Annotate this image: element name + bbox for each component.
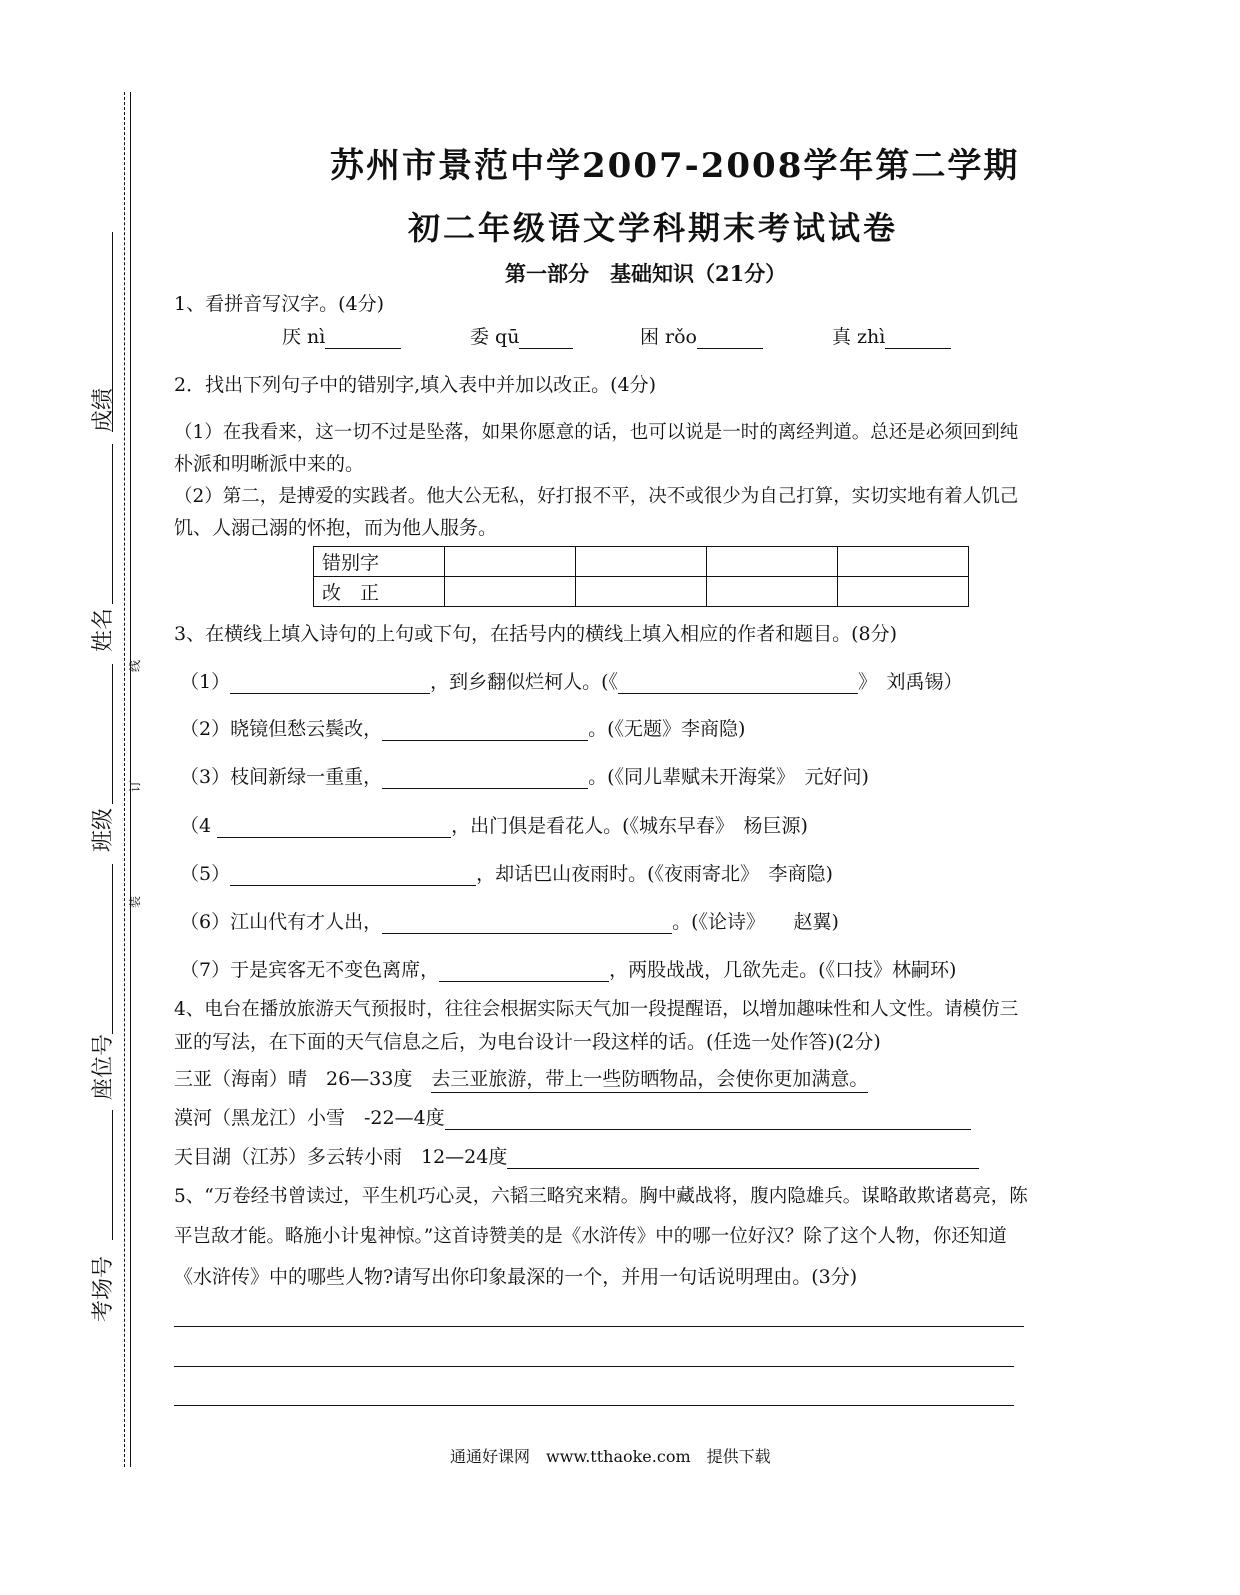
binding-field-room[interactable] [112,1110,113,1240]
q3-line-1-end: 》 刘禹锡） [858,671,963,693]
binding-field-class[interactable] [112,664,113,804]
q3-line-1-pre: （1） [180,671,231,693]
q5-answer-line-3[interactable] [174,1405,1014,1406]
q3-line-7-pre: （7）于是宾客无不变色离席， [180,959,440,981]
table-cell[interactable] [576,577,707,607]
q4-example-label: 三亚（海南）晴 26—33度 [174,1068,432,1090]
table-header-correct: 改 正 [314,577,445,607]
q3-line-6 [180,910,839,934]
q1-item-4 [832,325,951,349]
table-row [314,547,969,577]
q3-line-3-pre: （3）枝间新绿一重重， [180,766,383,788]
q4-blank-2[interactable] [445,1109,971,1130]
q3-line-2 [180,717,745,741]
q3-line-4-pre: （4 [180,815,212,837]
q4-prompt-line-2: 亚的写法，在下面的天气信息之后，为电台设计一段这样的话。(任选一处作答)(2分) [174,1031,881,1053]
binding-field-name[interactable] [112,444,113,604]
q3-blank-5[interactable] [230,865,476,886]
q2-prompt: 2．找出下列句子中的错别字,填入表中并加以改正。(4分) [174,374,657,396]
table-header-wrong: 错别字 [314,547,445,577]
q3-blank-2[interactable] [382,720,588,741]
table-cell[interactable] [838,547,969,577]
q1-prompt: 1、看拼音写汉字。(4分) [174,293,385,315]
q1-item-1-label: 厌 nì [282,326,326,348]
q3-line-1 [180,670,963,694]
exam-title: 苏州市景范中学2007-2008学年第二学期 [330,146,1020,186]
table-cell[interactable] [707,547,838,577]
q3-blank-4[interactable] [217,817,451,838]
q2-sentence-1-line-1: （1）在我看来，这一切不过是坠落，如果你愿意的话，也可以说是一时的离经判道。总还是必须回到纯 [174,422,1019,443]
q3-line-5-pre: （5） [180,863,231,885]
binding-label-class: 班级 [91,807,116,852]
q3-blank-1-title[interactable] [618,673,858,694]
q5-line-2: 平岂敌才能。略施小计鬼神惊。”这首诗赞美的是《水浒传》中的哪一位好汉？除了这个人物，你还知道 [174,1226,1007,1247]
q5-line-1: 5、“万卷经书曾读过，平生机巧心灵，六韬三略究来精。胸中藏战将，腹内隐雄兵。谋略敢欺诸葛亮，陈 [174,1186,1028,1207]
q3-line-2-pre: （2）晓镜但愁云鬓改， [180,718,383,740]
q3-blank-7[interactable] [439,961,609,982]
binding-label-seat: 座位号 [91,1033,116,1100]
q4-line-2-label: 漠河（黑龙江）小雪 -22—4度 [174,1107,445,1129]
footer-source: 通通好课网 www.tthaoke.com 提供下载 [450,1447,771,1466]
q1-item-3 [640,325,763,349]
part-heading: 第一部分 基础知识（21分） [505,261,787,286]
binding-field-score[interactable] [112,232,113,432]
binding-field-seat[interactable] [112,864,113,1034]
q4-prompt-line-1: 4、电台在播放旅游天气预报时，往往会根据实际天气加一段提醒语，以增加趣味性和人文性。请模仿三 [174,999,1019,1020]
cut-mark-staple: 订 [128,779,142,792]
q1-item-2 [470,325,573,349]
q3-blank-6[interactable] [382,913,672,934]
table-cell[interactable] [445,577,576,607]
binding-label-score: 成绩 [91,387,116,432]
q3-line-7-post: ，两股战战，几欲先走。(《口技》林嗣环) [609,959,957,981]
table-cell[interactable] [576,547,707,577]
binding-label-name: 姓名 [91,607,116,652]
q3-line-5-post: ，却话巴山夜雨时。(《夜雨寄北》 李商隐) [476,863,833,885]
q4-line-3 [174,1145,979,1169]
q5-answer-line-1[interactable] [174,1326,1024,1327]
q2-sentence-2-line-2: 饥、人溺己溺的怀抱，而为他人服务。 [174,517,498,539]
q3-line-1-post: ，到乡翻似烂柯人。(《 [430,671,619,693]
binding-dashed-line [124,92,125,1467]
q4-blank-3[interactable] [507,1148,979,1169]
q3-line-3 [180,765,869,789]
q2-sentence-1-line-2: 朴派和明晰派中来的。 [174,453,365,475]
q3-line-6-post: 。(《论诗》 赵翼) [672,911,839,933]
q3-line-2-post: 。(《无题》李商隐) [588,718,746,740]
q3-line-4-post: ，出门俱是看花人。(《城东早春》 杨巨源) [451,815,808,837]
q3-line-7 [180,958,956,982]
cut-mark-line: 线 [128,659,142,672]
q1-blank-2[interactable] [519,328,573,349]
q5-line-3: 《水浒传》中的哪些人物?请写出你印象最深的一个，并用一句话说明理由。(3分) [174,1266,858,1288]
binding-label-room: 考场号 [91,1255,116,1322]
q3-blank-1[interactable] [230,673,430,694]
q1-blank-4[interactable] [885,328,951,349]
q4-example [174,1067,868,1091]
q3-line-6-pre: （6）江山代有才人出， [180,911,383,933]
table-cell[interactable] [445,547,576,577]
table-row [314,577,969,607]
q2-sentence-2-line-1: （2）第二，是搏爱的实践者。他大公无私，好打报不平，决不或很少为自己打算，实切实地有着人饥己 [174,486,1019,507]
table-cell[interactable] [838,577,969,607]
q1-item-4-label: 真 zhì [832,326,886,348]
q1-blank-3[interactable] [697,328,763,349]
q3-line-4 [180,814,808,838]
q4-line-3-label: 天目湖（江苏）多云转小雨 12—24度 [174,1146,508,1168]
q5-answer-line-2[interactable] [174,1366,1014,1367]
q3-blank-3[interactable] [382,768,588,789]
q3-prompt: 3、在横线上填入诗句的上句或下句，在括号内的横线上填入相应的作者和题目。(8分) [174,623,898,645]
q1-item-2-label: 委 qū [470,326,520,348]
q1-item-1 [282,325,401,349]
correction-table [313,546,969,607]
q1-blank-1[interactable] [325,328,401,349]
q3-line-3-post: 。(《同儿辈赋未开海棠》 元好问) [588,766,869,788]
q1-item-3-label: 困 rǒo [640,326,698,348]
table-cell[interactable] [707,577,838,607]
q4-line-2 [174,1106,971,1130]
q3-line-5 [180,862,833,886]
cut-mark-bind: 装 [128,895,142,908]
q4-example-answer: 去三亚旅游，带上一些防晒物品，会使你更加满意。 [431,1068,868,1093]
exam-subtitle: 初二年级语文学科期末考试试卷 [408,209,899,247]
